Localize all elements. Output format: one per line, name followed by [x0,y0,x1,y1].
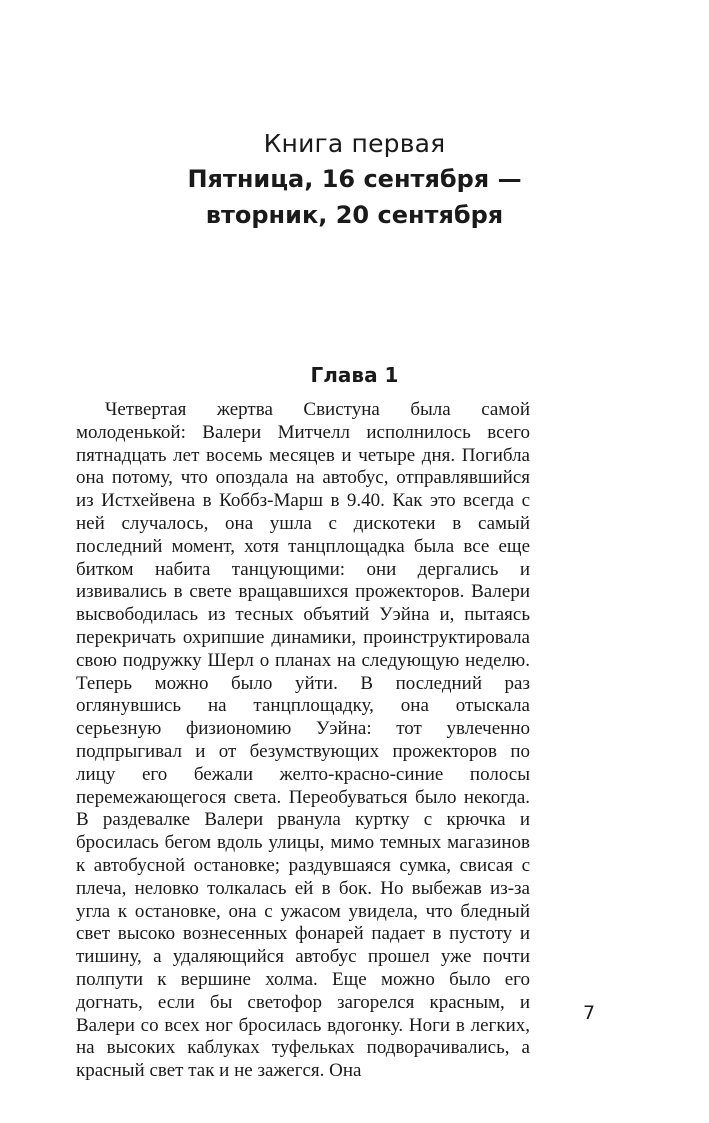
book-title: Книга первая [263,129,446,158]
book-date-line-2: вторник, 20 сентября [205,201,504,229]
book-date-line-1: Пятница, 16 сентября — [187,165,522,193]
book-header [0,127,709,233]
body-paragraph: Четвертая жертва Свистуна была самой молоденькой: Валери Митчелл исполнилось всего пятнадцать лет восемь месяцев и четыре дня. Погибла она потому, что опоздала на автобус, отправлявшийся из Истхейвена в Коббз-Марш в 9.40. Как это всегда с ней случалось, она ушла с дискотеки в самый последний момент, хотя танцплощадка была все еще битком набита танцующими: они дергались и извивались в свете вращавшихся прожекторов. Валери высвободилась из тесных объятий Уэйна и, пытаясь перекричать охрипшие динамики, проинструктировала свою подружку Шерл о планах на следующую неделю. Теперь можно было уйти. В последний раз оглянувшись на танцплощадку, она отыскала серьезную физиономию Уэйна: тот увлеченно подпрыгивал и от безумствующих прожекторов по лицу его бежали желто-красно-синие полосы перемежающегося света. Переобуваться было некогда. В раздевалке Валери рванула куртку с крючка и бросилась бегом вдоль улицы, мимо темных магазинов к автобусной остановке; раздувшаяся сумка, свисая с плеча, неловко толкалась ей в бок. Но выбежав из-за угла к остановке, она с ужасом увидела, что бледный свет высоко вознесенных фонарей падает в пустоту и тишину, а удаляющийся автобус прошел уже почти полпути к вершине холма. Еще можно было его догнать, если бы светофор загорелся красным, и Валери со всех ног бросилась вдогонку. Ноги в легких, на высоких каблуках туфельках подворачивались, а красный свет так и не зажегся. Она [76,399,530,1082]
page-number: 7 [583,1002,596,1024]
chapter-title: Глава 1 [310,363,399,387]
